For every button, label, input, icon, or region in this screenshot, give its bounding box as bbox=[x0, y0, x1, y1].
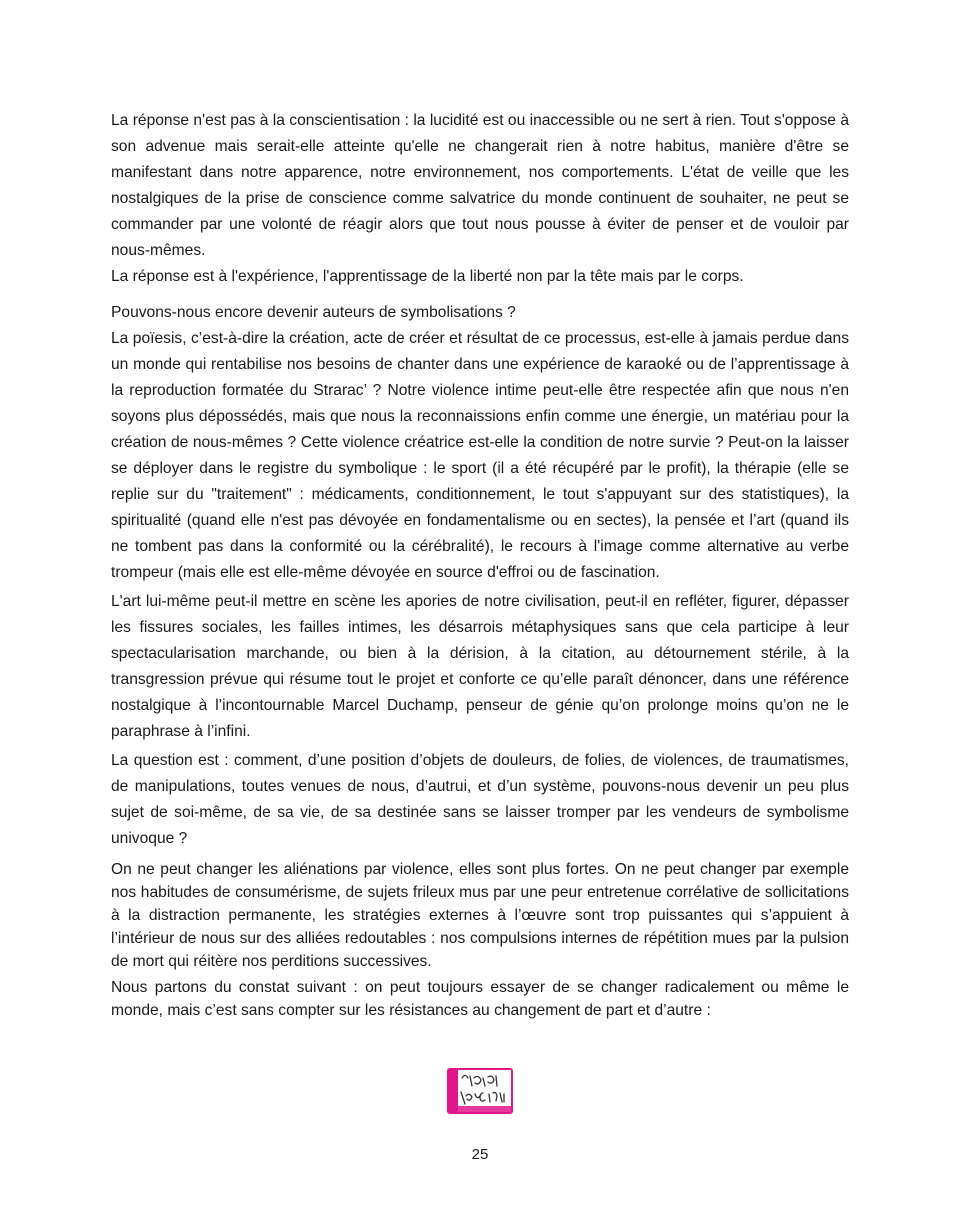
page-number: 25 bbox=[471, 1146, 489, 1163]
paragraph-poiesis: La poïesis, c’est-à-dire la création, acte de créer et résultat de ce processus, est-elle à jamais perdue dans un monde qui rentabilise nos besoins de chanter dans une expérience de karaoké ou de l’apprentissage à la reproduction formatée du Strarac’ ? Notre violence intime peut-elle être respectée afin que nous n'en soyons plus dépossédés, mais que nous la reconnaissions enfin comme une énergie, un matériau pour la création de nous-mêmes ? Cette violence créatrice est-elle la condition de notre survie ? Peut-on la laisser se déployer dans le registre du symbolique : le sport (il a été récupéré par le profit), la thérapie (elle se replie sur du "traitement" : médicaments, conditionnement, le tout s'appuyant sur des statistiques), la spiritualité (quand elle n'est pas dévoyée en fondamentalisme ou en sectes), la pensée et l’art (quand ils ne tombent pas dans la conformité ou la cérébralité), le recours à l'image comme alternative au verbe trompeur (mais elle est elle-même dévoyée en source d'effroi ou de fascination. bbox=[111, 330, 849, 581]
paragraph-conscientisation: La réponse n'est pas à la conscientisation : la lucidité est ou inaccessible ou ne sert à rien. Tout s'oppose à son advenue mais serait-elle atteinte qu'elle ne changerait rien à notre habitus, manière d'être se manifestant dans notre apparence, notre environnement, nos comportements. L'état de veille que les nostalgiques de la prise de conscience comme salvatrice du monde continuent de souhaiter, ne peut se commander par une volonté de réagir alors que tout nous pousse à éviter de penser et de vouloir par nous-mêmes. bbox=[111, 112, 849, 259]
paragraph-constat: Nous partons du constat suivant : on peut toujours essayer de se changer radicalement ou même le monde, mais c’est sans compter sur les résistances au changement de part et d’autre : bbox=[111, 979, 849, 1019]
body-text bbox=[111, 108, 849, 1022]
paragraph-art: L'art lui-même peut-il mettre en scène les apories de notre civilisation, peut-il en refléter, figurer, dépasser les fissures sociales, les failles intimes, les désarrois métaphysiques sans que cela participe à leur spectacularisation marchande, ou bien à la dérision, à la citation, au détournement stérile, à la transgression prévue qui résume tout le projet et conforte ce qu’elle paraît dénoncer, dans une référence nostalgique à l’incontournable Marcel Duchamp, penseur de génie qu’on prolonge moins qu’on ne le paraphrase à l’infini. bbox=[111, 593, 849, 740]
paragraph-question-symbolisations: Pouvons-nous encore devenir auteurs de symbolisations ? bbox=[111, 304, 516, 321]
paragraph-experience: La réponse est à l'expérience, l'apprentissage de la liberté non par la tête mais par le corps. bbox=[111, 268, 744, 285]
paragraph-question: La question est : comment, d’une position d’objets de douleurs, de folies, de violences, de traumatismes, de manipulations, toutes venues de nous, d’autrui, et d’un système, pouvons-nous devenir un peu plus sujet de soi-même, de sa vie, de sa destinée sans se laisser tromper par les vendeurs de symbolisme univoque ? bbox=[111, 752, 849, 847]
paragraph-alienations: On ne peut changer les aliénations par violence, elles sont plus fortes. On ne peut changer par exemple nos habitudes de consumérisme, de sujets frileux mus par une peur entretenue corrélative de sollicitations à la distraction permanente, les stratégies externes à l’œuvre sont trop puissantes qui s’appuient à l’intérieur de nous sur des alliées redoutables : nos compulsions internes de répétition mues par la pulsion de mort qui réitère nos perditions successives. bbox=[111, 861, 849, 970]
theatre-du-cristal-logo bbox=[446, 1066, 516, 1116]
